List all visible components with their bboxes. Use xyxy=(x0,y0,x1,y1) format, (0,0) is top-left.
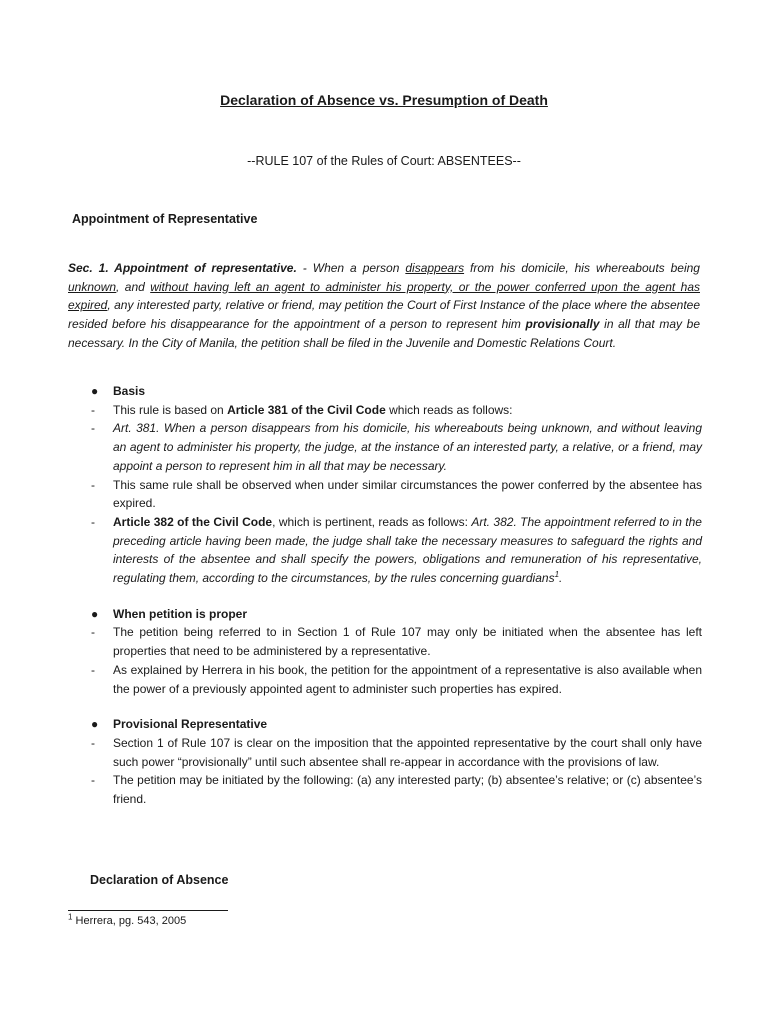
list-text: This rule is based on xyxy=(113,402,228,417)
footnote xyxy=(68,912,187,927)
dash-icon: - xyxy=(91,402,95,417)
list-item xyxy=(88,401,702,420)
list-item xyxy=(88,476,702,513)
footnote-text: Herrera, pg. 543, 2005 xyxy=(72,915,187,927)
list-item xyxy=(88,623,702,660)
document-title: Declaration of Absence vs. Presumption of Death xyxy=(220,92,548,108)
dash-icon: - xyxy=(91,514,95,529)
bold-text: Article 381 of the Civil Code xyxy=(227,402,386,417)
section-heading-appointment: Appointment of Representative xyxy=(72,212,258,226)
list-item xyxy=(88,419,702,475)
bullet-label: Basis xyxy=(113,384,146,398)
section-heading-declaration: Declaration of Absence xyxy=(90,873,229,887)
list-item xyxy=(88,771,702,808)
list-text: which reads as follows: xyxy=(385,402,513,417)
rule-heading: --RULE 107 of the Rules of Court: ABSENTEES-- xyxy=(247,154,521,168)
bullet-label: Provisional Representative xyxy=(113,717,268,732)
section-1-text: from his domicile, his whereabouts being xyxy=(464,261,700,275)
bold-text: Article 382 of the Civil Code xyxy=(113,514,273,529)
dash-icon: - xyxy=(91,421,95,436)
list-text: . xyxy=(559,571,563,586)
italic-text: Art. 382. The appointment referred to in the preceding article having been made, the judge shall take the necessary measures to safeguard the rights and interests of the absentee and shall specify the powers, obligations and remuneration of his representative, regulating them, according to the circumstances, by the rules concerning guardians xyxy=(113,514,702,586)
bullet-label: When petition is proper xyxy=(113,606,247,621)
section-1-text: , and xyxy=(116,279,151,294)
bullet-item xyxy=(88,605,702,624)
dash-icon: - xyxy=(91,625,95,640)
list-text: Art. 381. When a person disappears from his domicile, his whereabouts being unknown, and without leaving an agent to administer his property, the judge, at the instance of an interested party, a relative, or a friend, may appoint a person to represent him in all that may be necessary. xyxy=(113,421,702,473)
underlined-text: without having left an agent to administer his property, or the power conferred upon the agent has expired xyxy=(68,279,700,313)
bullet-item xyxy=(88,382,702,401)
list-text: This same rule shall be observed when under similar circumstances the power conferred by the absentee has expired. xyxy=(113,477,702,511)
bullet-icon: ● xyxy=(91,606,99,621)
list-text: The petition being referred to in Section 1 of Rule 107 may only be initiated when the absentee has left properties that need to be administered by a representative. xyxy=(113,625,702,659)
section-1-text: , any interested party, relative or friend, may petition the Court of First Instance of the place where the absentee resided before his disappearance for the appointment of a person to represent him xyxy=(68,298,700,332)
list-text: , which is pertinent, reads as follows: xyxy=(272,514,472,529)
section-1-text: in all that may be necessary. In the City of Manila, the petition shall be filed in the Juvenile and Domestic Relations Court. xyxy=(68,317,700,350)
bold-text: provisionally xyxy=(525,317,600,332)
underlined-text: unknown xyxy=(68,279,117,294)
footnote-divider xyxy=(68,910,228,911)
underlined-text: disappears xyxy=(405,261,465,275)
list-text: Section 1 of Rule 107 is clear on the imposition that the appointed representative by the court shall only have such power “provisionally” until such absentee shall re-appear in accordance with the provisions of law. xyxy=(113,735,702,769)
dash-icon: - xyxy=(91,662,95,677)
section-1-paragraph xyxy=(68,259,700,353)
footnote-marker: 1 xyxy=(68,912,73,922)
list-item xyxy=(88,661,702,698)
section-1-lead: Sec. 1. Appointment of representative. xyxy=(68,261,297,275)
list-item xyxy=(88,734,702,771)
bullet-item xyxy=(88,715,702,734)
dash-icon: - xyxy=(91,477,95,492)
dash-icon: - xyxy=(91,773,95,788)
list-item xyxy=(88,513,702,588)
list-text: As explained by Herrera in his book, the petition for the appointment of a representative is also available when the power of a previously appointed agent to administer such properties has expired. xyxy=(113,662,702,696)
section-1-text: - When a person xyxy=(296,261,406,275)
basis-section xyxy=(88,382,702,809)
list-text: The petition may be initiated by the following: (a) any interested party; (b) absentee’s relative; or (c) absentee’s friend. xyxy=(113,773,702,807)
dash-icon: - xyxy=(91,735,95,750)
bullet-icon: ● xyxy=(91,384,99,398)
footnote-reference[interactable]: 1 xyxy=(554,570,560,580)
bullet-icon: ● xyxy=(91,717,99,732)
